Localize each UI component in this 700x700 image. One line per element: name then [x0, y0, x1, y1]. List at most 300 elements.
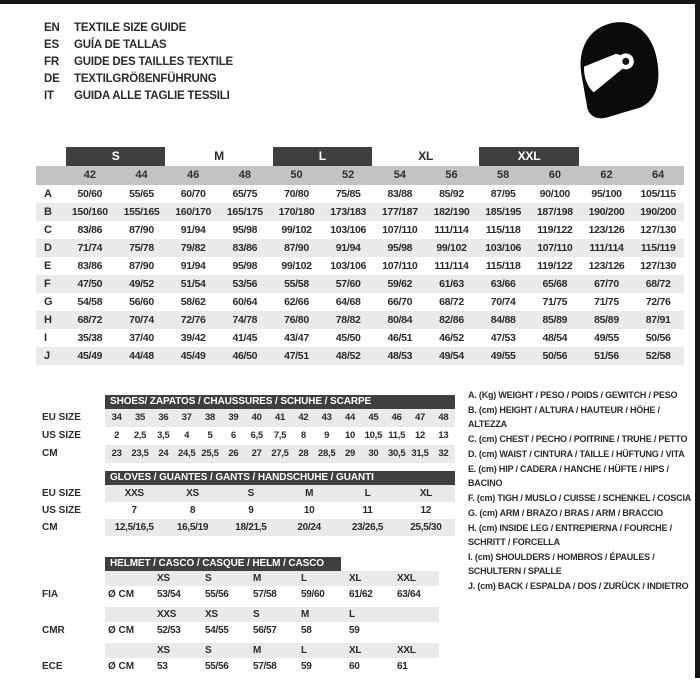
- size-value: 10: [345, 430, 355, 441]
- size-value: 72/76: [645, 296, 671, 308]
- size-value: 49/54: [439, 350, 464, 362]
- size-value: XL: [397, 485, 455, 502]
- row-label: CM: [42, 522, 58, 533]
- size-value: 6,5: [250, 430, 263, 441]
- size-number: 54: [393, 169, 406, 181]
- language-list: [44, 20, 233, 105]
- size-value: 9: [324, 430, 330, 441]
- helmet-size-value: 60: [349, 661, 360, 672]
- size-value: 52/58: [645, 350, 671, 362]
- language-title: GUÍA DE TALLAS: [74, 39, 167, 51]
- size-value: 87/95: [490, 188, 516, 200]
- size-number: 60: [548, 169, 561, 181]
- size-value: 11: [362, 505, 373, 516]
- size-number: 62: [600, 169, 613, 181]
- helmet-size-label: S: [247, 607, 295, 622]
- helmet-size-label: XXS: [151, 607, 199, 622]
- size-value: 68/72: [77, 314, 103, 326]
- size-value: 87/90: [284, 242, 309, 254]
- size-value: 46: [385, 409, 408, 427]
- size-value: 103/106: [330, 224, 367, 236]
- size-value: 24,5: [175, 445, 198, 463]
- size-number: 48: [238, 169, 251, 181]
- legend-item: H. (cm) INSIDE LEG / ENTREPIERNA / FOURCHE / SCHRITT / FORCELLA: [468, 523, 672, 547]
- size-value: 11,5: [388, 430, 406, 441]
- size-value: 61/63: [439, 278, 464, 290]
- size-value: 59/62: [387, 278, 413, 290]
- size-value: 48/54: [542, 332, 568, 344]
- helmet-size-label: XS: [199, 607, 247, 622]
- legend-item: G. (cm) ARM / BRAZO / BRAS / ARM / BRACCIO: [468, 508, 663, 518]
- legend-item: A. (Kg) WEIGHT / PESO / POIDS / GEWITCH / PESO: [468, 390, 678, 400]
- size-value: 28,5: [315, 445, 338, 463]
- helmet-size-value: 55/56: [205, 661, 229, 672]
- size-value: 79/82: [180, 242, 206, 254]
- size-value: 27: [245, 445, 268, 463]
- size-value: 6: [230, 430, 236, 441]
- textile-size-table: [36, 147, 684, 365]
- size-value: 37: [175, 409, 198, 427]
- size-value: 99/102: [436, 242, 467, 254]
- size-value: 31,5: [408, 445, 431, 463]
- row-letter: H: [44, 314, 52, 326]
- helmet-size-value: 58: [301, 625, 312, 636]
- size-value: 70/80: [284, 188, 309, 200]
- size-value: 8: [300, 430, 306, 441]
- top-border: [0, 0, 700, 4]
- size-value: 12: [415, 430, 425, 441]
- helmet-standard-block: [36, 607, 477, 639]
- size-value: 170/180: [278, 206, 315, 218]
- helmet-size-label: L: [295, 571, 343, 586]
- table-row: [36, 519, 455, 536]
- unit-label: Ø CM: [108, 625, 135, 636]
- table-row: [36, 445, 455, 463]
- helmet-title-bar: HELMET / CASCO / CASQUE / HELM / CASCO: [105, 557, 341, 571]
- helmet-size-label: XS: [151, 571, 199, 586]
- helmet-values-row: [36, 658, 477, 675]
- row-label: EU SIZE: [42, 488, 81, 499]
- size-value: 70/74: [129, 314, 154, 326]
- size-value: 48/52: [335, 350, 361, 362]
- size-value: 36: [152, 409, 175, 427]
- table-row: [36, 221, 684, 239]
- size-value: 99/102: [281, 260, 312, 272]
- size-value: 34: [105, 409, 128, 427]
- size-value: 39/42: [180, 332, 206, 344]
- helmet-size-value: 61/62: [349, 589, 373, 600]
- gloves-title-bar: GLOVES / GUANTES / GANTS / HANDSCHUHE / GUANTI: [105, 471, 455, 485]
- size-value: 115/118: [485, 224, 521, 236]
- helmet-size-label: [391, 607, 439, 622]
- language-row: [44, 20, 233, 37]
- size-value: 72/76: [180, 314, 206, 326]
- size-value: 55/58: [284, 278, 309, 290]
- size-value: 68/72: [439, 296, 464, 308]
- language-row: [44, 37, 233, 54]
- helmet-sizes-row: [36, 643, 477, 658]
- legend-item: F. (cm) TIGH / MUSLO / CUISSE / SCHENKEL / COSCIA: [468, 493, 692, 503]
- size-value: 7,5: [273, 430, 287, 441]
- size-value: 46/52: [439, 332, 464, 344]
- size-number: 42: [83, 169, 96, 181]
- size-value: 44/48: [129, 350, 154, 362]
- size-value: 50/56: [542, 350, 568, 362]
- helmet-size-value: 57/58: [253, 589, 277, 600]
- size-value: 48: [432, 409, 455, 427]
- table-row: [36, 275, 684, 293]
- size-value: 107/110: [382, 260, 418, 272]
- size-value: 43: [315, 409, 338, 427]
- size-number-row: [36, 166, 684, 185]
- helmet-size-label: M: [247, 643, 295, 658]
- size-value: 165/175: [226, 206, 263, 218]
- size-value: 35/38: [77, 332, 103, 344]
- size-value: 42: [292, 409, 315, 427]
- size-value: 29: [338, 445, 361, 463]
- unit-spacer: [105, 571, 151, 586]
- size-value: 64/68: [335, 296, 361, 308]
- helmet-size-label: XL: [343, 643, 391, 658]
- size-value: 20/24: [280, 519, 338, 536]
- row-label-spacer: [36, 643, 105, 658]
- size-value: 91/94: [180, 224, 206, 236]
- size-value: 127/130: [640, 260, 677, 272]
- language-row: [44, 71, 233, 88]
- size-value: 47/51: [284, 350, 309, 362]
- legend-item: C. (cm) CHEST / PECHO / POITRINE / TRUHE / PETTO: [468, 434, 688, 444]
- shoes-table: [36, 409, 455, 463]
- size-value: 44: [338, 409, 361, 427]
- size-value: 70/74: [490, 296, 516, 308]
- size-number: 58: [497, 169, 510, 181]
- size-value: 18/21,5: [222, 519, 280, 536]
- legend-item: D. (cm) WAIST / CINTURA / TAILLE / HÜFTUNG / VITA: [468, 449, 685, 459]
- size-value: 5: [207, 430, 213, 441]
- language-title: TEXTILGRÖßENFÜHRUNG: [74, 73, 217, 85]
- size-group-label: XL: [418, 149, 434, 163]
- size-value: 10: [303, 505, 315, 516]
- size-value: 75/78: [129, 242, 154, 254]
- unit-spacer: [105, 643, 151, 658]
- size-value: 74/78: [232, 314, 258, 326]
- size-value: 39: [222, 409, 245, 427]
- size-value: 111/114: [434, 260, 469, 272]
- size-value: 71/74: [77, 242, 103, 254]
- size-value: 13: [438, 430, 449, 441]
- language-code: IT: [44, 90, 54, 102]
- size-group-label: XXL: [479, 147, 578, 166]
- size-value: 8: [189, 505, 196, 516]
- size-value: 55/65: [129, 188, 154, 200]
- size-value: 123/126: [588, 260, 625, 272]
- size-group-label: S: [66, 147, 165, 166]
- row-letter: E: [44, 260, 52, 272]
- size-value: 2,5: [133, 430, 147, 441]
- helmet-sizes-row: [36, 607, 477, 622]
- size-value: 24: [152, 445, 175, 463]
- size-value: 71/75: [542, 296, 568, 308]
- size-value: 119/122: [537, 224, 573, 236]
- size-value: 155/165: [123, 206, 160, 218]
- helmet-size-label: M: [295, 607, 343, 622]
- helmet-size-value: 53/54: [157, 589, 181, 600]
- helmet-standard-block: [36, 643, 477, 675]
- helmet-values-row: [36, 586, 477, 603]
- helmet-size-value: 52/53: [157, 625, 181, 636]
- size-number: 64: [652, 169, 665, 181]
- size-value: 60/70: [180, 188, 206, 200]
- size-value: 115/119: [640, 242, 676, 254]
- size-value: 62/66: [284, 296, 309, 308]
- size-value: XXS: [105, 485, 163, 502]
- size-value: M: [280, 485, 338, 502]
- size-value: 47/50: [77, 278, 103, 290]
- helmet-size-value: 53: [157, 661, 168, 672]
- size-value: 105/115: [640, 188, 676, 200]
- size-value: XS: [163, 485, 221, 502]
- table-row: [36, 239, 684, 257]
- size-value: 23,5: [128, 445, 151, 463]
- size-value: 30: [362, 445, 385, 463]
- gloves-table: [36, 485, 455, 536]
- helmet-size-value: [391, 622, 439, 639]
- size-number: 52: [342, 169, 355, 181]
- size-value: 91/94: [335, 242, 361, 254]
- size-value: 53/56: [232, 278, 258, 290]
- size-value: 10,5: [364, 430, 382, 441]
- helmet-size-value: 59: [349, 625, 360, 636]
- size-value: 9: [248, 505, 254, 516]
- size-value: 47/53: [490, 332, 516, 344]
- size-value: 26: [222, 445, 245, 463]
- size-value: 150/160: [71, 206, 108, 218]
- table-row: [36, 185, 684, 203]
- language-title: TEXTILE SIZE GUIDE: [74, 22, 187, 34]
- size-value: 190/200: [588, 206, 625, 218]
- size-number: 50: [290, 169, 303, 181]
- table-row: [36, 485, 455, 502]
- size-group-row: [36, 147, 684, 166]
- size-value: 49/55: [490, 350, 516, 362]
- size-value: 85/92: [439, 188, 464, 200]
- size-value: 3,5: [157, 430, 170, 441]
- size-value: 119/122: [537, 260, 573, 272]
- size-value: 2: [114, 430, 120, 441]
- size-value: 160/170: [175, 206, 212, 218]
- size-value: 87/91: [645, 314, 671, 326]
- size-value: 40: [245, 409, 268, 427]
- helmet-size-value: 55/56: [205, 589, 229, 600]
- racing-helmet-icon: [572, 18, 662, 120]
- legend-item: J. (cm) BACK / ESPALDA / DOS / ZURÜCK / INDIETRO: [468, 581, 689, 591]
- helmet-table: [36, 571, 477, 675]
- language-code: ES: [44, 39, 59, 51]
- table-row: [36, 257, 684, 275]
- size-value: 83/86: [77, 224, 103, 236]
- size-value: 48/53: [387, 350, 413, 362]
- size-value: 46/50: [232, 350, 258, 362]
- size-value: 68/72: [645, 278, 671, 290]
- size-value: 85/89: [594, 314, 619, 326]
- size-value: 107/110: [382, 224, 418, 236]
- helmet-size-label: XL: [343, 571, 391, 586]
- size-value: 83/86: [232, 242, 258, 254]
- language-code: EN: [44, 22, 60, 34]
- helmet-size-value: 59/60: [301, 589, 325, 600]
- size-value: 23: [105, 445, 128, 463]
- shoes-section: [36, 395, 455, 463]
- size-value: 63/66: [490, 278, 516, 290]
- table-row: [36, 409, 455, 427]
- language-title: GUIDA ALLE TAGLIE TESSILI: [74, 90, 230, 102]
- size-value: 43/47: [284, 332, 309, 344]
- helmet-size-value: 61: [397, 661, 408, 672]
- row-letter: G: [44, 296, 53, 308]
- helmet-size-label: XXL: [391, 571, 439, 586]
- size-group-label: L: [273, 147, 372, 166]
- row-label-spacer: [36, 571, 105, 586]
- standard-label: CMR: [42, 625, 65, 636]
- row-letter: C: [44, 224, 52, 236]
- size-value: 190/200: [640, 206, 677, 218]
- size-value: 41: [268, 409, 291, 427]
- legend-item: E. (cm) HIP / CADERA / HANCHE / HÜFTE / HIPS / BACINO: [468, 464, 669, 488]
- size-value: 45/49: [180, 350, 206, 362]
- size-value: 49/55: [594, 332, 619, 344]
- size-number: 46: [187, 169, 200, 181]
- size-value: 103/106: [485, 242, 522, 254]
- size-value: 12,5/16,5: [105, 519, 163, 536]
- size-value: 115/118: [485, 260, 521, 272]
- size-value: 45: [362, 409, 385, 427]
- size-value: 25,5: [198, 445, 221, 463]
- helmet-size-label: XS: [151, 643, 199, 658]
- size-value: 51/56: [594, 350, 619, 362]
- size-value: 49/52: [129, 278, 154, 290]
- row-label-spacer: [36, 607, 105, 622]
- size-value: 23/26,5: [338, 519, 396, 536]
- measurement-legend: [468, 388, 694, 594]
- size-value: 35: [128, 409, 151, 427]
- size-value: 65/75: [232, 188, 258, 200]
- size-value: 83/86: [77, 260, 103, 272]
- helmet-size-label: S: [199, 643, 247, 658]
- language-row: [44, 88, 233, 105]
- size-value: 111/114: [434, 224, 469, 236]
- shoes-title-bar: SHOES/ ZAPATOS / CHAUSSURES / SCHUHE / SCARPE: [105, 395, 455, 409]
- language-title: GUIDE DES TAILLES TEXTILE: [74, 56, 233, 68]
- right-border: [695, 0, 700, 678]
- size-value: 85/89: [542, 314, 568, 326]
- standard-label: ECE: [42, 661, 63, 672]
- size-value: 65/68: [542, 278, 568, 290]
- size-value: 185/195: [485, 206, 522, 218]
- size-value: S: [222, 485, 280, 502]
- size-value: 46/51: [387, 332, 413, 344]
- size-value: 54/58: [77, 296, 103, 308]
- unit-spacer: [105, 607, 151, 622]
- size-value: 75/85: [335, 188, 361, 200]
- helmet-size-label: S: [199, 571, 247, 586]
- row-label: US SIZE: [42, 430, 81, 441]
- size-value: 45/49: [77, 350, 103, 362]
- size-value: 95/98: [387, 242, 413, 254]
- number-row-spacer: [36, 166, 64, 185]
- helmet-size-value: 63/64: [397, 589, 421, 600]
- size-value: 107/110: [537, 242, 573, 254]
- size-value: 78/82: [335, 314, 361, 326]
- main-table-body: [36, 185, 684, 365]
- size-value: 99/102: [281, 224, 312, 236]
- row-label: US SIZE: [42, 505, 81, 516]
- standard-label: FIA: [42, 589, 59, 600]
- table-row: [36, 203, 684, 221]
- size-value: 177/187: [381, 206, 418, 218]
- size-value: 37/40: [129, 332, 154, 344]
- row-label: EU SIZE: [42, 412, 81, 423]
- helmet-size-label: L: [343, 607, 391, 622]
- table-row: [36, 329, 684, 347]
- size-value: 58/62: [180, 296, 206, 308]
- size-value: 80/84: [387, 314, 413, 326]
- size-value: 67/70: [594, 278, 619, 290]
- table-row: [36, 502, 455, 519]
- size-group-label: M: [214, 149, 224, 163]
- size-value: 187/198: [536, 206, 573, 218]
- size-value: 95/98: [232, 260, 258, 272]
- size-value: 83/88: [387, 188, 413, 200]
- table-row: [36, 347, 684, 365]
- size-value: 4: [184, 430, 190, 441]
- row-letter: F: [44, 278, 51, 290]
- helmet-sizes-row: [36, 571, 477, 586]
- helmet-size-label: L: [295, 643, 343, 658]
- helmet-size-value: 59: [301, 661, 312, 672]
- table-row: [36, 293, 684, 311]
- size-number: 56: [445, 169, 458, 181]
- size-value: 60/64: [232, 296, 258, 308]
- helmet-section: [36, 557, 477, 679]
- row-letter: D: [44, 242, 52, 254]
- legend-item: I. (cm) SHOULDERS / HOMBROS / ÉPAULES / SCHULTERN / SPALLE: [468, 552, 655, 576]
- size-value: 66/70: [387, 296, 413, 308]
- size-value: 95/100: [591, 188, 622, 200]
- size-value: 16,5/19: [163, 519, 221, 536]
- row-label: CM: [42, 448, 58, 459]
- language-code: FR: [44, 56, 59, 68]
- helmet-standard-block: [36, 571, 477, 603]
- size-value: 123/126: [588, 224, 625, 236]
- size-value: 87/90: [129, 224, 154, 236]
- unit-label: Ø CM: [108, 661, 135, 672]
- helmet-size-label: XXL: [391, 643, 439, 658]
- helmet-size-value: 54/55: [205, 625, 229, 636]
- size-value: 28: [292, 445, 315, 463]
- size-value: 38: [198, 409, 221, 427]
- table-row: [36, 311, 684, 329]
- size-value: 50/60: [77, 188, 103, 200]
- size-value: 47: [408, 409, 431, 427]
- size-value: 57/60: [335, 278, 361, 290]
- size-value: 71/75: [594, 296, 619, 308]
- size-value: 25,5/30: [397, 519, 455, 536]
- size-value: 84/88: [490, 314, 516, 326]
- row-letter: A: [44, 188, 52, 200]
- size-value: 82/86: [439, 314, 464, 326]
- row-letter: J: [44, 350, 51, 362]
- size-value: 32: [432, 445, 455, 463]
